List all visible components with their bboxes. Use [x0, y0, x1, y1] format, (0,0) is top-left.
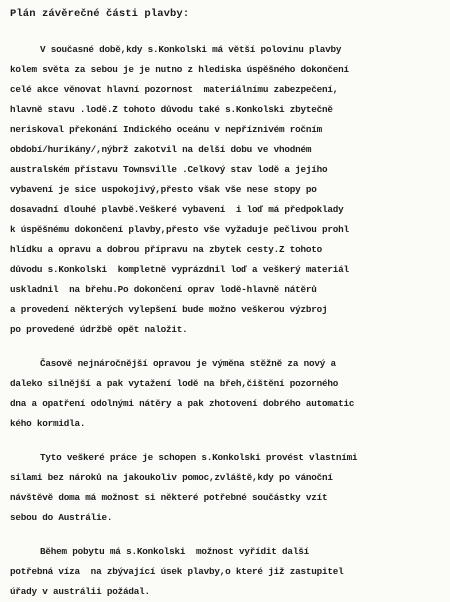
text-line: uskladnil na břehu.Po dokončení oprav lodě-hlavně nátěrů [10, 284, 317, 295]
text-line: úřady v austrálii požádal. [10, 586, 150, 597]
text-line: Během pobytu má s.Konkolski možnost vyřídit další [40, 546, 309, 557]
text-line: celé akce věnovat hlavní pozornost materiálnímu zabezpečení, [10, 84, 339, 95]
text-line: období/hurikány/,nýbrž zakotvil na delší dobu ve vhodném [10, 144, 312, 155]
text-line: návštěvě doma má možnost si některé potřebné součástky vzít [10, 492, 328, 503]
text-line: potřebná víza na zbývající úsek plavby,o které již zastupitel [10, 566, 344, 577]
text-line: k úspěšnému dokončení plavby,přesto vše vyžaduje pečlivou prohl [10, 224, 349, 235]
text-line: australském přístavu Townsville .Celkový stav lodě a jejího [10, 164, 328, 175]
text-line: vybavení je sice uspokojivý,přesto však vše nese stopy po [10, 184, 317, 195]
text-line: Časově nejnáročnější opravou je výměna stěžně za nový a [40, 358, 336, 369]
paragraph-1 [10, 40, 440, 340]
paragraph-3 [10, 448, 440, 528]
text-line: V současné době,kdy s.Konkolski má větší polovinu plavby [40, 44, 342, 55]
text-line: sebou do Austrálie. [10, 512, 113, 523]
paragraph-4 [10, 542, 440, 602]
text-line: důvodu s.Konkolski kompletně vyprázdnil loď a veškerý materiál [10, 264, 349, 275]
text-line: hlídku a opravu a dobrou přípravu na zbytek cesty.Z tohoto [10, 244, 322, 255]
text-line: po provedené údržbě opět naložit. [10, 324, 188, 335]
text-line: neriskoval překonání Indického oceánu v nepříznivém ročním [10, 124, 322, 135]
text-line: daleko silnější a pak vytažení lodě na břeh,čištění pozorného [10, 378, 339, 389]
document-title: Plán závěrečné části plavby: [10, 8, 190, 20]
text-line: dosavadní dlouhé plavbě.Veškeré vybavení i loď má předpoklady [10, 204, 344, 215]
text-line: a provedení některých vylepšení bude možno veškerou výzbroj [10, 304, 328, 315]
text-line: dna a opatření odolnými nátěry a pak zhotovení dobrého automatic [10, 398, 355, 409]
paragraph-2 [10, 354, 440, 434]
text-line: kolem světa za sebou je je nutno z hlediska úspěšného dokončení [10, 64, 349, 75]
text-line: silami bez nároků na jakoukoliv pomoc,zvláště,kdy po vánoční [10, 472, 333, 483]
text-line: kého kormidla. [10, 418, 86, 429]
text-line: Tyto veškeré práce je schopen s.Konkolski provést vlastními [40, 452, 358, 463]
text-line: hlavně stavu .lodě.Z tohoto důvodu také s.Konkolski zbytečně [10, 104, 333, 115]
